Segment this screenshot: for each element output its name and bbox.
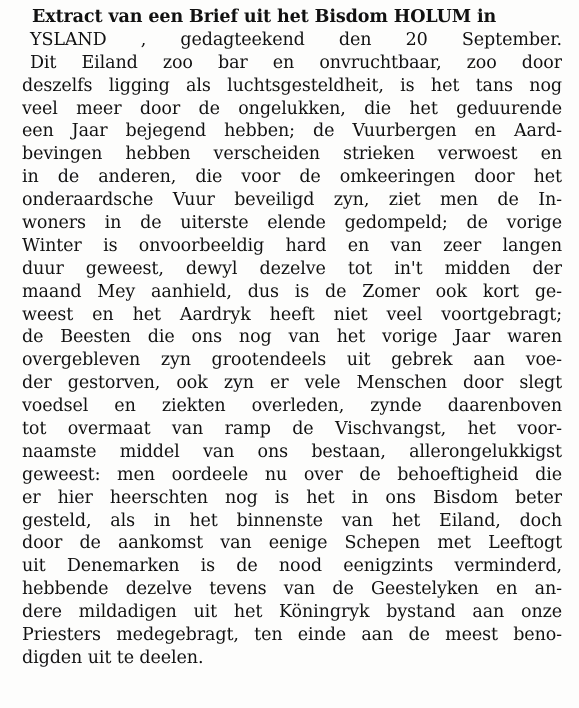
article-line: in de anderen, die voor de omkeeringen door het xyxy=(22,167,562,188)
article-line: Winter is onvoorbeeldig hard en van zeer langen xyxy=(22,235,562,256)
article-line: de Beesten die ons nog van het vorige Jaar waren xyxy=(22,327,562,348)
article-line: der gestorven, ook zyn er vele Menschen door slegt xyxy=(22,373,562,394)
article-line: onderaardsche Vuur beveiligd zyn, ziet men de In- xyxy=(22,190,562,211)
article xyxy=(22,6,562,670)
article-line: door de aankomst van eenige Schepen met Leeftogt xyxy=(22,533,562,554)
article-line: dere mildadigen uit het Köningryk bystand aan onze xyxy=(22,602,562,623)
article-line: weest en het Aardryk heeft niet veel voortgebragt; xyxy=(22,304,562,325)
article-line: maand Mey aanhield, dus is de Zomer ook kort ge- xyxy=(22,281,562,302)
article-line: digden uit te deelen. xyxy=(22,647,204,668)
article-line: naamste middel van ons bestaan, allerongelukkigst xyxy=(22,441,562,462)
article-line: gesteld, als in het binnenste van het Eiland, doch xyxy=(22,510,562,531)
article-line: voedsel en ziekten overleden, zynde daarenboven xyxy=(22,396,562,417)
article-line: uit Denemarken is de nood eenigzints verminderd, xyxy=(22,556,562,577)
article-line: Dit Eiland zoo bar en onvruchtbaar, zoo door xyxy=(30,52,562,73)
article-line: geweest: men oordeele nu over de behoeftigheid die xyxy=(22,464,562,485)
article-line: woners in de uiterste elende gedompeld; de vorige xyxy=(22,213,562,234)
article-line: hebbende dezelve tevens van de Geestelyken en an- xyxy=(22,579,562,600)
article-line: deszelfs ligging als luchtsgesteldheit, is het tans nog xyxy=(22,75,562,96)
article-line: YSLAND , gedagteekend den 20 September. xyxy=(30,29,562,50)
article-line: een Jaar bejegend hebben; de Vuurbergen en Aard- xyxy=(22,121,562,142)
article-line: Priesters medegebragt, ten einde aan de meest beno- xyxy=(22,625,562,646)
article-line: er hier heerschten nog is het in ons Bisdom beter xyxy=(22,487,562,508)
article-line: veel meer door de ongelukken, die het geduurende xyxy=(22,98,562,119)
article-line: duur geweest, dewyl dezelve tot in't midden der xyxy=(22,258,562,279)
article-line: tot overmaat van ramp de Vischvangst, het voor- xyxy=(22,419,562,440)
article-headline: Extract van een Brief uit het Bisdom HOLUM in xyxy=(32,7,497,27)
article-line: overgebleven zyn grootendeels uit gebrek aan voe- xyxy=(22,350,562,371)
article-line: bevingen hebben verscheiden strieken verwoest en xyxy=(22,144,562,165)
